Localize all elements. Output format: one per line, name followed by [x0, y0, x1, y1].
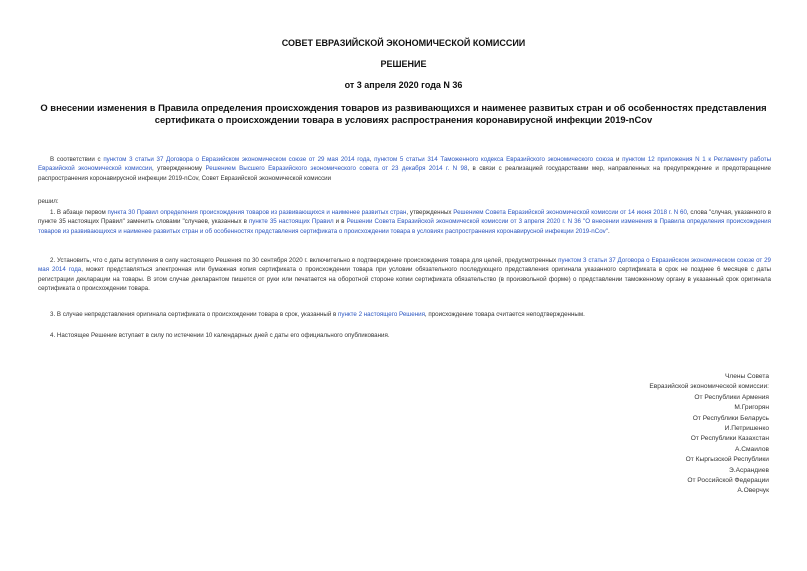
item-3-text: 3. В случае непредставления оригинала сертификата о происхождении товара в срок, указанный в	[50, 311, 339, 318]
signature-line: От Республики Казахстан	[690, 435, 769, 443]
signature-line: А.Смаилов	[735, 445, 769, 453]
document-date-number: от 3 апреля 2020 года N 36	[344, 80, 463, 90]
preamble-text: , утвержденному	[151, 165, 206, 173]
item-2-text: , может представляться электронная или бумажная копия сертификата о происхождении товара при условии обязательного последующего представления оригинала указанного сертификата в срок не позднее 6 месяцев с даты регистрации декларации на товары. В этом случае декларантом пишется от руки или печатается на оборотной стороне копии сертификата обязательство (в произвольной форме) о представлении таможенному органу в указанный срок оригинала сертификата о происхождении товара.	[38, 266, 772, 293]
preamble-paragraph	[38, 155, 771, 183]
link-supreme-council-decision-98[interactable]: Решением Высшего Евразийского экономического совета от 23 декабря 2014 г. N 98	[205, 165, 468, 173]
link-treaty-article-37-item-2[interactable]: пунктом 3 статьи 37 Договора о Евразийском экономическом союзе от 29 мая 2014 года	[38, 257, 771, 274]
link-rules-point-35[interactable]: пункте 35 настоящих Правил	[248, 218, 334, 226]
signature-line: От Республики Беларусь	[692, 414, 769, 422]
signature-line: От Республики Армения	[694, 393, 769, 401]
link-council-decision-60[interactable]: Решением Совета Евразийской экономической комиссии от 14 июня 2018 г. N 60	[453, 209, 687, 216]
signatures-block	[469, 372, 769, 497]
preamble-text: и	[613, 156, 623, 163]
signature-line: От Российской Федерации	[687, 477, 769, 485]
issuing-body: СОВЕТ ЕВРАЗИЙСКОЙ ЭКОНОМИЧЕСКОЙ КОМИССИИ	[281, 38, 526, 48]
link-customs-code-article-314[interactable]: пунктом 5 статьи 314 Таможенного кодекса Евразийского экономического союза	[374, 156, 614, 163]
resolved-label: решил:	[38, 198, 59, 205]
item-1-paragraph	[38, 208, 771, 236]
item-1-text: , слова "случая, указанного в пункте 35 настоящих Правил" заменить словами "случаев, указанных в	[38, 209, 771, 226]
item-1-text: и в	[333, 218, 347, 226]
link-commission-regulations[interactable]: пунктом 12 приложения N 1 к Регламенту работы Евразийской экономической комиссии	[38, 156, 772, 173]
item-2-text: 2. Установить, что с даты вступления в силу настоящего Решения по 30 сентября 2020 г. включительно в подтверждение происхождения товара для целей, предусмотренных	[50, 257, 559, 264]
signature-line: От Кыргызской Республики	[685, 456, 769, 464]
link-treaty-article-37[interactable]: пунктом 3 статьи 37 Договора о Евразийском экономическом союзе от 29 мая 2014 года	[103, 156, 370, 163]
signature-line: Члены Совета	[724, 373, 769, 380]
preamble-text: В соответствии с	[50, 156, 104, 163]
signature-line: Э.Асрандиев	[729, 466, 769, 474]
document-type: РЕШЕНИЕ	[380, 59, 427, 69]
item-1-text: .	[607, 227, 610, 235]
item-3-text: , происхождение товара считается неподтвержденным.	[424, 311, 585, 318]
signature-line: М.Григорян	[734, 404, 769, 412]
preamble-text: , в связи с реализацией государствами мер, направленных на предупреждение и предотвращение распространения коронавирусной инфекции 2019-nCov, Совет Евразийской экономической комиссии	[38, 165, 771, 182]
link-rules-point-30[interactable]: пункта 30 Правил определения происхождения товаров из развивающихся и наименее развитых стран	[107, 209, 407, 216]
document-title	[40, 102, 767, 126]
item-3-paragraph	[38, 310, 771, 319]
preamble-text: ,	[369, 156, 375, 163]
link-decision-point-2[interactable]: пункте 2 настоящего Решения	[338, 311, 425, 318]
signature-line: А.Оверчук	[737, 487, 769, 495]
title-line-1: О внесении изменения в Правила определения происхождения товаров из развивающихся и наименее развитых стран и об особенностях представления	[40, 102, 767, 113]
title-line-2: сертификата о происхождении товара в условиях распространения коронавирусной инфекции 2019-nCov	[154, 114, 653, 125]
signature-line: И.Петришенко	[724, 425, 769, 433]
link-council-decision-36[interactable]: Решении Совета Евразийской экономической комиссии от 3 апреля 2020 г. N 36 "О внесении изменения в Правила определения происхождения товаров из развивающихся и наименее развитых стран и об особенностях представления сертификата о происхождении товара в условиях распространения коронавирусной инфекции 2019-nCov"	[38, 218, 771, 235]
item-1-text: , утвержденных	[406, 209, 454, 216]
item-1-text: 1. В абзаце первом	[50, 209, 108, 216]
item-4-paragraph: 4. Настоящее Решение вступает в силу по истечении 10 календарных дней с даты его официального опубликования.	[50, 332, 390, 339]
signature-line: Евразийской экономической комиссии:	[649, 383, 769, 391]
item-2-paragraph	[38, 256, 771, 294]
